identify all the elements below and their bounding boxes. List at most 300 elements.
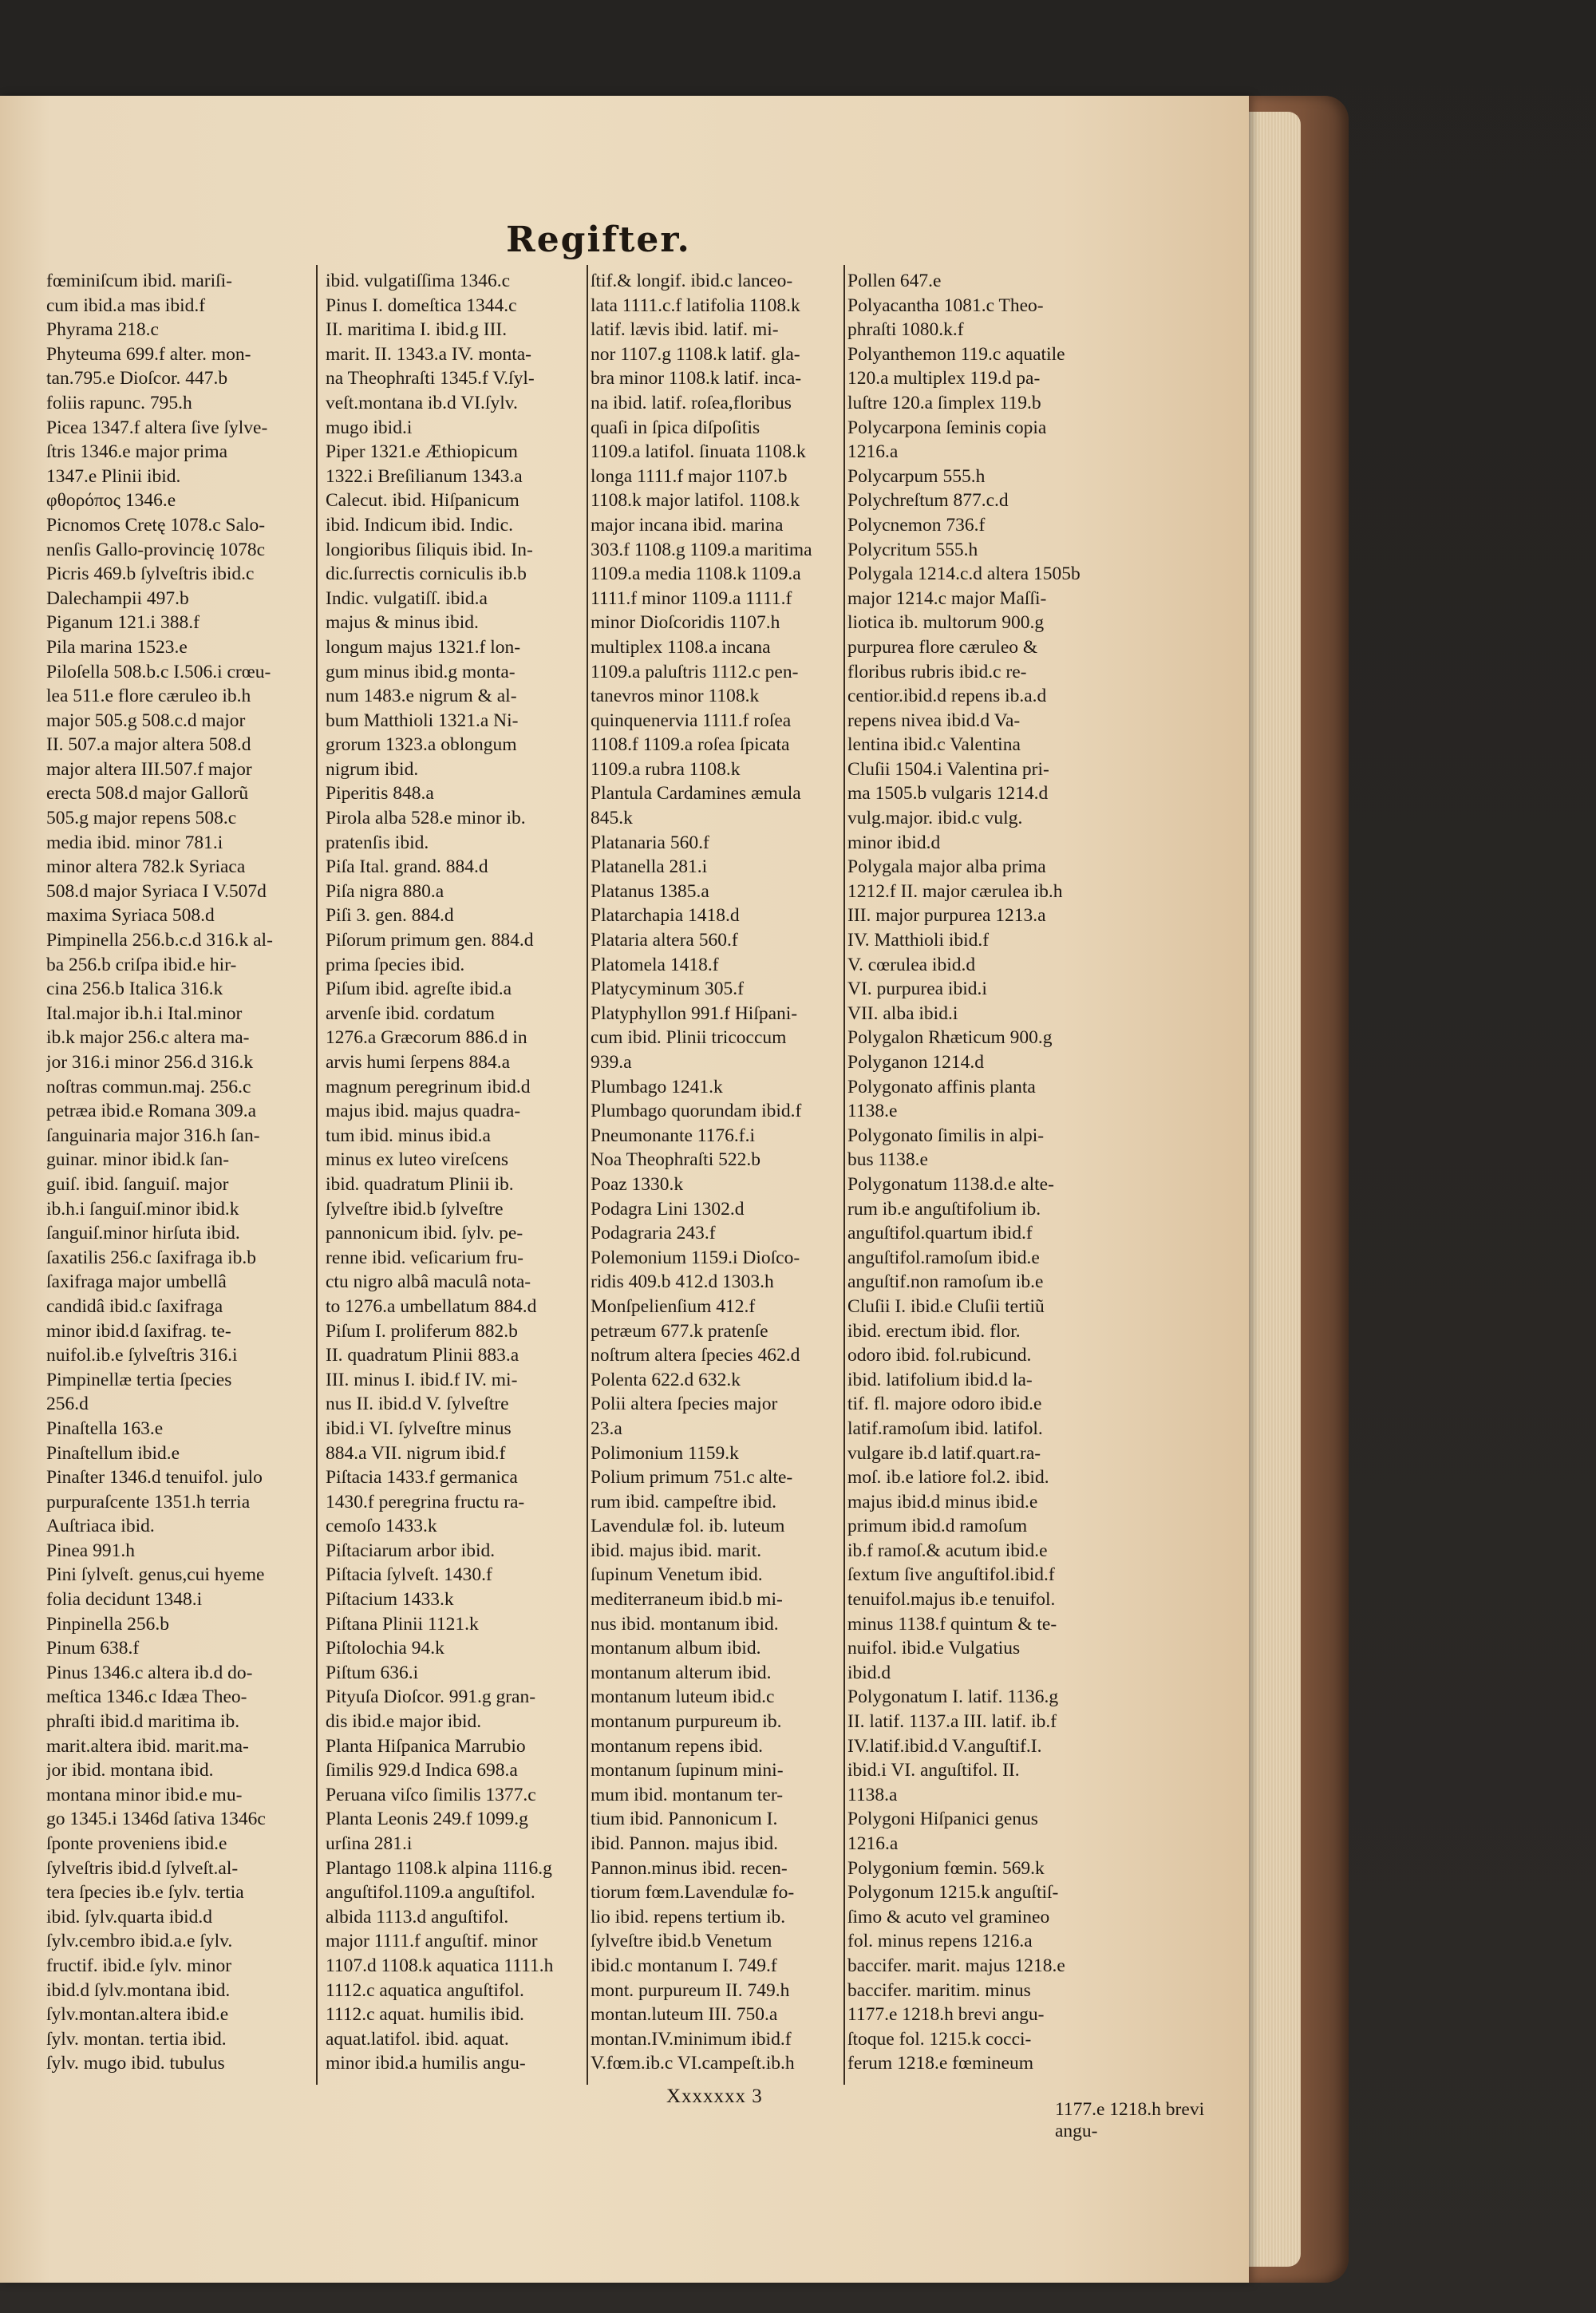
index-line: 939.a (591, 1052, 632, 1073)
index-line: Calecut. ibid. Hiſpanicum (326, 490, 519, 512)
index-line: Pinaſtellum ibid.e (46, 1442, 180, 1464)
index-line: na ibid. latif. roſea,floribus (591, 392, 792, 413)
index-line: Polycritum 555.h (847, 539, 978, 560)
index-line: Polii altera ſpecies major (591, 1394, 778, 1415)
index-line: 1322.i Breſilianum 1343.a (326, 465, 523, 487)
index-line: ſylveſtris ibid.d ſylveſt.al- (46, 1857, 239, 1879)
index-line: num 1483.e nigrum & al- (326, 686, 517, 707)
index-line: centior.ibid.d repens ib.a.d (847, 686, 1047, 707)
index-line: tium ibid. Pannonicum I. (591, 1809, 778, 1830)
index-line: Pityuſa Dioſcor. 991.g gran- (326, 1686, 536, 1708)
index-line: tera ſpecies ib.e ſylv. tertia (46, 1882, 244, 1904)
index-line: 23.a (591, 1417, 622, 1439)
index-line: ſanguiſ.minor hirſuta ibid. (46, 1223, 240, 1244)
index-line: Phyrama 218.c (46, 319, 159, 341)
index-line: media ibid. minor 781.i (46, 832, 223, 853)
index-line: ſaxatilis 256.c ſaxifraga ib.b (46, 1247, 256, 1268)
index-line: major altera III.507.f major (46, 758, 252, 780)
index-line: 1109.a media 1108.k 1109.a (591, 563, 801, 585)
index-line: mugo ibid.i (326, 417, 413, 438)
index-line: jor 316.i minor 256.d 316.k (46, 1052, 254, 1073)
index-line: ibid. quadratum Plinii ib. (326, 1173, 514, 1195)
index-line: major 505.g 508.c.d major (46, 710, 246, 731)
index-line: nuifol. ibid.e Vulgatius (847, 1638, 1021, 1659)
index-line: Platanus 1385.a (591, 880, 709, 902)
index-line: Dalechampii 497.b (46, 587, 189, 609)
index-line: tum ibid. minus ibid.a (326, 1125, 491, 1146)
index-line: tiorum fœm.Lavendulæ fo- (591, 1882, 795, 1904)
index-line: dic.ſurrectis corniculis ib.b (326, 563, 527, 585)
index-line: ſylv. mugo ibid. tubulus (46, 2053, 225, 2074)
index-line: VI. purpurea ibid.i (847, 979, 987, 1000)
index-line: Polenta 622.d 632.k (591, 1369, 741, 1390)
index-line: veſt.montana ib.d VI.ſylv. (326, 392, 518, 413)
index-line: Phyteuma 699.f alter. mon- (46, 343, 251, 365)
index-line: Pannon.minus ibid. recen- (591, 1857, 788, 1879)
index-line: primum ibid.d ramoſum (847, 1516, 1028, 1537)
index-line: Piſtolochia 94.k (326, 1638, 444, 1659)
index-line: tanevros minor 1108.k (591, 686, 760, 707)
index-line: ibid. ſylv.quarta ibid.d (46, 1906, 212, 1928)
index-line: multiplex 1108.a incana (591, 636, 771, 658)
index-line: VII. alba ibid.i (847, 1002, 958, 1024)
index-line: ſylv.cembro ibid.a.e ſylv. (46, 1931, 233, 1952)
index-line: lea 511.e flore cæruleo ib.h (46, 686, 251, 707)
index-line: albida 1113.d anguſtifol. (326, 1906, 509, 1928)
index-line: montanum repens ibid. (591, 1735, 764, 1757)
index-line: Polygonium fœmin. 569.k (847, 1857, 1045, 1879)
index-line: montanum luteum ibid.c (591, 1686, 775, 1708)
index-line: aquat.latifol. ibid. aquat. (326, 2028, 509, 2050)
index-line: 1177.e 1218.h brevi angu- (847, 2004, 1045, 2026)
index-line: floribus rubris ibid.c re- (847, 661, 1027, 682)
index-line: ibid. erectum ibid. flor. (847, 1320, 1021, 1342)
index-line: Monſpelienſium 412.f (591, 1295, 756, 1317)
index-line: odoro ibid. fol.rubicund. (847, 1345, 1032, 1366)
index-line: majus & minus ibid. (326, 612, 479, 634)
catchword: 1177.e 1218.h brevi angu- (1055, 2099, 1205, 2141)
index-line: vulgare ib.d latif.quart.ra- (847, 1442, 1041, 1464)
index-line: Piſum I. proliferum 882.b (326, 1320, 518, 1342)
index-line: Polygala 1214.c.d altera 1505b (847, 563, 1080, 585)
index-line: montana minor ibid.e mu- (46, 1784, 243, 1805)
index-line: prima ſpecies ibid. (326, 954, 465, 975)
index-line: Picnomos Cretę 1078.c Salo- (46, 514, 266, 536)
index-line: Platanaria 560.f (591, 832, 709, 853)
index-line: Plataria altera 560.f (591, 930, 738, 951)
index-line: bum Matthioli 1321.a Ni- (326, 710, 519, 731)
index-line: maxima Syriaca 508.d (46, 905, 215, 927)
index-line: Polium primum 751.c alte- (591, 1467, 793, 1489)
index-line: II. 507.a major altera 508.d (46, 734, 251, 756)
index-line: Piloſella 508.b.c I.506.i crœu- (46, 661, 271, 682)
index-line: III. major purpurea 1213.a (847, 905, 1046, 927)
index-line: Pinpinella 256.b (46, 1613, 170, 1635)
index-line: V. cœrulea ibid.d (847, 954, 976, 975)
index-line: ſimilis 929.d Indica 698.a (326, 1760, 518, 1781)
index-line: Plumbago 1241.k (591, 1076, 723, 1097)
index-line: ib.f ramoſ.& acutum ibid.e (847, 1540, 1048, 1561)
index-line: Ital.major ib.h.i Ital.minor (46, 1002, 243, 1024)
index-line: 1109.a latifol. ſinuata 1108.k (591, 441, 806, 463)
index-line: Pinum 638.f (46, 1638, 140, 1659)
index-line: tif. fl. majore odoro ibid.e (847, 1394, 1042, 1415)
index-line: Polygonato affinis planta (847, 1076, 1036, 1097)
index-line: Pinaſtella 163.e (46, 1417, 164, 1439)
index-line: ctu nigro albâ maculâ nota- (326, 1271, 531, 1293)
index-line: Picris 469.b ſylveſtris ibid.c (46, 563, 255, 585)
index-line: Piperitis 848.a (326, 783, 434, 805)
index-line: Polygoni Hiſpanici genus (847, 1809, 1038, 1830)
index-line: Platyphyllon 991.f Hiſpani- (591, 1002, 798, 1024)
index-line: arvis humi ſerpens 884.a (326, 1052, 511, 1073)
index-line: Podagra Lini 1302.d (591, 1198, 745, 1220)
index-line: nus ibid. montanum ibid. (591, 1613, 779, 1635)
index-line: 845.k (591, 808, 633, 829)
index-line: luſtre 120.a ſimplex 119.b (847, 392, 1041, 413)
index-line: to 1276.a umbellatum 884.d (326, 1295, 537, 1317)
running-head: Regifter. (506, 219, 691, 260)
index-line: minor altera 782.k Syriaca (46, 856, 246, 878)
index-line: Piſum ibid. agreſte ibid.a (326, 979, 512, 1000)
index-line: purpuraſcente 1351.h terria (46, 1491, 251, 1512)
index-line: Polycnemon 736.f (847, 514, 986, 536)
index-line: pratenſis ibid. (326, 832, 429, 853)
index-line: petræum 677.k pratenſe (591, 1320, 768, 1342)
index-line: quinquenervia 1111.f roſea (591, 710, 792, 731)
index-line: 1109.a paluſtris 1112.c pen- (591, 661, 799, 682)
index-line: Piganum 121.i 388.f (46, 612, 200, 634)
index-line: latif. lævis ibid. latif. mi- (591, 319, 779, 341)
index-line: 303.f 1108.g 1109.a maritima (591, 539, 812, 560)
index-line: Polyanthemon 119.c aquatile (847, 343, 1065, 365)
index-line: ſimo & acuto vel gramineo (847, 1906, 1050, 1928)
index-line: renne ibid. veſicarium fru- (326, 1247, 523, 1268)
index-line: Polygonato ſimilis in alpi- (847, 1125, 1045, 1146)
index-line: IV. Matthioli ibid.f (847, 930, 990, 951)
index-line: minus 1138.f quintum & te- (847, 1613, 1057, 1635)
index-line: 1276.a Græcorum 886.d in (326, 1027, 527, 1049)
index-line: 1430.f peregrina fructu ra- (326, 1491, 525, 1512)
index-line: petræa ibid.e Romana 309.a (46, 1101, 256, 1122)
index-line: longioribus ſiliquis ibid. In- (326, 539, 533, 560)
index-line: Pimpinella 256.b.c.d 316.k al- (46, 930, 273, 951)
index-line: Planta Leonis 249.f 1099.g (326, 1809, 528, 1830)
index-line: II. maritima I. ibid.g III. (326, 319, 508, 341)
index-line: Polycarpona ſeminis copia (847, 417, 1047, 438)
index-line: montanum album ibid. (591, 1638, 761, 1659)
index-line: foliis rapunc. 795.h (46, 392, 192, 413)
column-rule (316, 265, 318, 2085)
index-column-2 (326, 269, 583, 2089)
index-line: longum majus 1321.f lon- (326, 636, 521, 658)
index-line: urſina 281.i (326, 1833, 413, 1854)
index-line: montanum ſupinum mini- (591, 1760, 784, 1781)
index-line: ſtoque fol. 1215.k cocci- (847, 2028, 1032, 2050)
index-line: Pneumonante 1176.f.i (591, 1125, 756, 1146)
index-line: lio ibid. repens tertium ib. (591, 1906, 786, 1928)
index-line: cina 256.b Italica 316.k (46, 979, 223, 1000)
index-line: III. minus I. ibid.f IV. mi- (326, 1369, 518, 1390)
index-line: ſylveſtre ibid.b Venetum (591, 1931, 772, 1952)
index-line: ibid. vulgatiſſima 1346.c (326, 271, 511, 291)
index-line: V.fœm.ib.c VI.campeſt.ib.h (591, 2053, 795, 2074)
index-line: Piſtaciarum arbor ibid. (326, 1540, 496, 1561)
index-line: ſanguinaria major 316.h ſan- (46, 1125, 260, 1146)
index-line: anguſtifol.1109.a anguſtifol. (326, 1882, 535, 1904)
index-line: marit. II. 1343.a IV. monta- (326, 343, 532, 365)
index-line: 1347.e Plinii ibid. (46, 465, 181, 487)
index-line: latif.ramoſum ibid. latifol. (847, 1417, 1043, 1439)
index-line: ba 256.b criſpa ibid.e hir- (46, 954, 237, 975)
index-line: mont. purpureum II. 749.h (591, 1979, 790, 2001)
index-line: 1216.a (847, 1833, 899, 1854)
index-line: montanum alterum ibid. (591, 1662, 772, 1683)
index-line: nuifol.ib.e ſylveſtris 316.i (46, 1345, 238, 1366)
index-line: Platanella 281.i (591, 856, 708, 878)
index-line: Piſi 3. gen. 884.d (326, 905, 454, 927)
index-line: ſylveſtre ibid.b ſylveſtre (326, 1198, 504, 1220)
index-line: Polyganon 1214.d (847, 1052, 985, 1073)
index-line: noſtras commun.maj. 256.c (46, 1076, 251, 1097)
index-line: 1212.f II. major cærulea ib.h (847, 880, 1063, 902)
index-line: candidâ ibid.c ſaxifraga (46, 1295, 223, 1317)
index-column-3 (591, 269, 844, 2089)
index-line: mediterraneum ibid.b mi- (591, 1589, 783, 1611)
index-line: fœminiſcum ibid. mariſi- (46, 271, 233, 291)
column-rule (587, 265, 588, 2085)
index-line: bra minor 1108.k latif. inca- (591, 368, 802, 389)
index-line: 1138.a (847, 1784, 898, 1805)
index-column-1 (46, 269, 307, 2089)
index-line: 505.g major repens 508.c (46, 808, 237, 829)
index-line: ib.k major 256.c altera ma- (46, 1027, 250, 1049)
index-line: purpurea flore cæruleo & (847, 636, 1038, 658)
index-line: 1107.d 1108.k aquatica 1111.h (326, 1955, 554, 1976)
index-line: Piſa nigra 880.a (326, 880, 444, 902)
index-line: Plantago 1108.k alpina 1116.g (326, 1857, 552, 1879)
index-column-4 (847, 269, 1113, 2089)
index-line: phraſti 1080.k.f (847, 319, 964, 341)
index-line: nus II. ibid.d V. ſylveſtre (326, 1394, 509, 1415)
index-line: fol. minus repens 1216.a (847, 1931, 1033, 1952)
index-line: minor ibid.d (847, 832, 941, 853)
index-line: cum ibid. Plinii tricoccum (591, 1027, 787, 1049)
index-line: vulg.major. ibid.c vulg. (847, 808, 1023, 829)
index-line: minor ibid.d ſaxifrag. te- (46, 1320, 231, 1342)
index-line: Auſtriaca ibid. (46, 1516, 155, 1537)
index-line: ib.h.i ſanguiſ.minor ibid.k (46, 1198, 239, 1220)
index-line: moſ. ib.e latiore fol.2. ibid. (847, 1467, 1049, 1489)
index-line: II. latif. 1137.a III. latif. ib.f (847, 1711, 1057, 1733)
index-line: go 1345.i 1346d ſativa 1346c (46, 1809, 266, 1830)
index-line: major incana ibid. marina (591, 514, 784, 536)
index-line: montan.luteum III. 750.a (591, 2004, 778, 2026)
index-line: ridis 409.b 412.d 1303.h (591, 1271, 774, 1293)
index-line: Polygonum 1215.k anguſtiſ- (847, 1882, 1059, 1904)
index-line: ibid. Indicum ibid. Indic. (326, 514, 513, 536)
index-line: 1112.c aquat. humilis ibid. (326, 2004, 524, 2026)
index-line: folia decidunt 1348.i (46, 1589, 203, 1611)
index-line: montan.IV.minimum ibid.f (591, 2028, 792, 2050)
index-line: Plumbago quorundam ibid.f (591, 1101, 802, 1122)
index-line: ibid.i VI. ſylveſtre minus (326, 1417, 512, 1439)
index-line: Piſtana Plinii 1121.k (326, 1613, 479, 1635)
index-line: Polygala major alba prima (847, 856, 1046, 878)
index-line: 1109.a rubra 1108.k (591, 758, 741, 780)
index-line: mum ibid. montanum ter- (591, 1784, 784, 1805)
index-line: Pinea 991.h (46, 1540, 135, 1561)
index-line: Pini ſylveſt. genus,cui hyeme (46, 1564, 265, 1586)
index-line: 1108.k major latifol. 1108.k (591, 490, 800, 512)
index-line: Poaz 1330.k (591, 1173, 684, 1195)
signature-mark: Xxxxxxx 3 (666, 2086, 763, 2107)
index-line: Pila marina 1523.e (46, 636, 188, 658)
index-line: lata 1111.c.f latifolia 1108.k (591, 295, 800, 316)
index-line: cum ibid.a mas ibid.f (46, 295, 206, 316)
index-line: Platomela 1418.f (591, 954, 719, 975)
index-line: Picea 1347.f altera ſive ſylve- (46, 417, 268, 438)
index-line: 256.d (46, 1394, 89, 1415)
index-line: lentina ibid.c Valentina (847, 734, 1021, 756)
index-line: 1216.a (847, 441, 899, 463)
index-line: 1108.f 1109.a roſea ſpicata (591, 734, 790, 756)
index-line: pannonicum ibid. ſylv. pe- (326, 1223, 523, 1244)
index-line: anguſtifol.quartum ibid.f (847, 1223, 1033, 1244)
index-line: Polygalon Rhæticum 900.g (847, 1027, 1053, 1049)
index-line: magnum peregrinum ibid.d (326, 1076, 531, 1097)
index-line: Cluſii 1504.i Valentina pri- (847, 758, 1049, 780)
index-line: Polygonatum 1138.d.e alte- (847, 1173, 1054, 1195)
index-line: ma 1505.b vulgaris 1214.d (847, 783, 1049, 805)
index-line: Peruana viſco ſimilis 1377.c (326, 1784, 536, 1805)
index-line: Podagraria 243.f (591, 1223, 716, 1244)
index-line: Piſtacium 1433.k (326, 1589, 454, 1611)
index-line: gum minus ibid.g monta- (326, 661, 516, 682)
index-line: liotica ib. multorum 900.g (847, 612, 1045, 634)
index-line: repens nivea ibid.d Va- (847, 710, 1021, 731)
index-line: major 1214.c major Maſſi- (847, 587, 1047, 609)
index-line: Lavendulæ fol. ib. luteum (591, 1516, 785, 1537)
index-line: Noa Theophraſti 522.b (591, 1149, 760, 1171)
index-line: Pinus 1346.c altera ib.d do- (46, 1662, 253, 1683)
index-line: noſtrum altera ſpecies 462.d (591, 1345, 800, 1366)
index-line: ſupinum Venetum ibid. (591, 1564, 763, 1586)
index-line: quaſi in ſpica diſpoſitis (591, 417, 760, 438)
index-line: Piſtacia 1433.f germanica (326, 1467, 518, 1489)
index-line: ſponte proveniens ibid.e (46, 1833, 227, 1854)
index-line: Pinus I. domeſtica 1344.c (326, 295, 517, 316)
index-line: phraſti ibid.d maritima ib. (46, 1711, 240, 1733)
index-line: jor ibid. montana ibid. (46, 1760, 214, 1781)
index-line: Piſa Ital. grand. 884.d (326, 856, 488, 878)
index-line: Platarchapia 1418.d (591, 905, 740, 927)
index-line: 1112.c aquatica anguſtifol. (326, 1979, 524, 2001)
index-line: Pollen 647.e (847, 271, 942, 291)
index-line: Plantula Cardamines æmula (591, 783, 801, 805)
index-line: ibid.d (847, 1662, 891, 1683)
index-line: rum ibid. campeſtre ibid. (591, 1491, 776, 1512)
index-line: Piſorum primum gen. 884.d (326, 930, 534, 951)
index-line: Piper 1321.e Æthiopicum (326, 441, 518, 463)
index-line: 884.a VII. nigrum ibid.f (326, 1442, 506, 1464)
index-line: meſtica 1346.c Idæa Theo- (46, 1686, 247, 1708)
index-line: ſylv. montan. tertia ibid. (46, 2028, 227, 2050)
index-line: ibid.c montanum I. 749.f (591, 1955, 777, 1976)
index-line: majus ibid. majus quadra- (326, 1101, 521, 1122)
index-line: baccifer. maritim. minus (847, 1979, 1031, 2001)
index-line: guiſ. ibid. ſanguiſ. major (46, 1173, 229, 1195)
index-line: ſylv.montan.altera ibid.e (46, 2004, 229, 2026)
index-line: dis ibid.e major ibid. (326, 1711, 482, 1733)
index-line: Pirola alba 528.e minor ib. (326, 808, 526, 829)
index-line: Planta Hiſpanica Marrubio (326, 1735, 526, 1757)
book-page (0, 96, 1249, 2283)
index-line: arvenſe ibid. cordatum (326, 1002, 496, 1024)
index-line: 1138.e (847, 1101, 898, 1122)
index-line: ibid. Pannon. majus ibid. (591, 1833, 778, 1854)
index-line: rum ib.e anguſtifolium ib. (847, 1198, 1041, 1220)
index-line: longa 1111.f major 1107.b (591, 465, 788, 487)
index-line: majus ibid.d minus ibid.e (847, 1491, 1038, 1512)
index-line: Pimpinellæ tertia ſpecies (46, 1369, 232, 1390)
index-line: φθορόπος 1346.e (46, 490, 176, 512)
index-line: Polimonium 1159.k (591, 1442, 739, 1464)
index-line: baccifer. marit. majus 1218.e (847, 1955, 1065, 1976)
index-line: ibid.d ſylv.montana ibid. (46, 1979, 231, 2001)
index-line: minus ex luteo vireſcens (326, 1149, 509, 1171)
index-line: 1111.f minor 1109.a 1111.f (591, 587, 792, 609)
index-line: cemoſo 1433.k (326, 1516, 437, 1537)
index-line: tan.795.e Dioſcor. 447.b (46, 368, 228, 389)
index-line: II. quadratum Plinii 883.a (326, 1345, 519, 1366)
index-line: ſtif.& longif. ibid.c lanceo- (591, 271, 793, 291)
index-line: major 1111.f anguſtif. minor (326, 1931, 538, 1952)
index-line: Piſtacia ſylveſt. 1430.f (326, 1564, 492, 1586)
index-line: tenuifol.majus ib.e tenuifol. (847, 1589, 1056, 1611)
index-line: Cluſii I. ibid.e Cluſii tertiũ (847, 1295, 1045, 1317)
index-line: Indic. vulgatiſſ. ibid.a (326, 587, 488, 609)
index-line: marit.altera ibid. marit.ma- (46, 1735, 249, 1757)
index-line: na Theophraſti 1345.f V.ſyl- (326, 368, 535, 389)
index-line: Polemonium 1159.i Dioſco- (591, 1247, 800, 1268)
index-line: nor 1107.g 1108.k latif. gla- (591, 343, 800, 365)
index-line: Polygonatum I. latif. 1136.g (847, 1686, 1059, 1708)
index-line: minor Dioſcoridis 1107.h (591, 612, 780, 634)
index-line: ſextum ſive anguſtifol.ibid.f (847, 1564, 1055, 1586)
index-line: nigrum ibid. (326, 758, 419, 780)
index-line: Piſtum 636.i (326, 1662, 419, 1683)
index-line: bus 1138.e (847, 1149, 928, 1171)
index-line: ibid. latifolium ibid.d la- (847, 1369, 1033, 1390)
index-line: erecta 508.d major Gallorũ (46, 783, 249, 805)
index-line: anguſtif.non ramoſum ib.e (847, 1271, 1044, 1293)
index-line: Polycarpum 555.h (847, 465, 986, 487)
index-line: minor ibid.a humilis angu- (326, 2053, 526, 2074)
index-line: grorum 1323.a oblongum (326, 734, 517, 756)
index-line: ſtris 1346.e major prima (46, 441, 228, 463)
index-line: ibid. majus ibid. marit. (591, 1540, 762, 1561)
index-line: 508.d major Syriaca I V.507d (46, 880, 267, 902)
index-line: 120.a multiplex 119.d pa- (847, 368, 1041, 389)
index-line: montanum purpureum ib. (591, 1711, 782, 1733)
index-line: ibid.i VI. anguſtifol. II. (847, 1760, 1020, 1781)
index-line: IV.latif.ibid.d V.anguſtif.I. (847, 1735, 1042, 1757)
index-line: ferum 1218.e fœmineum (847, 2053, 1033, 2074)
index-line: Polychreſtum 877.c.d (847, 490, 1009, 512)
index-line: Platycyminum 305.f (591, 979, 744, 1000)
index-line: fructif. ibid.e ſylv. minor (46, 1955, 232, 1976)
